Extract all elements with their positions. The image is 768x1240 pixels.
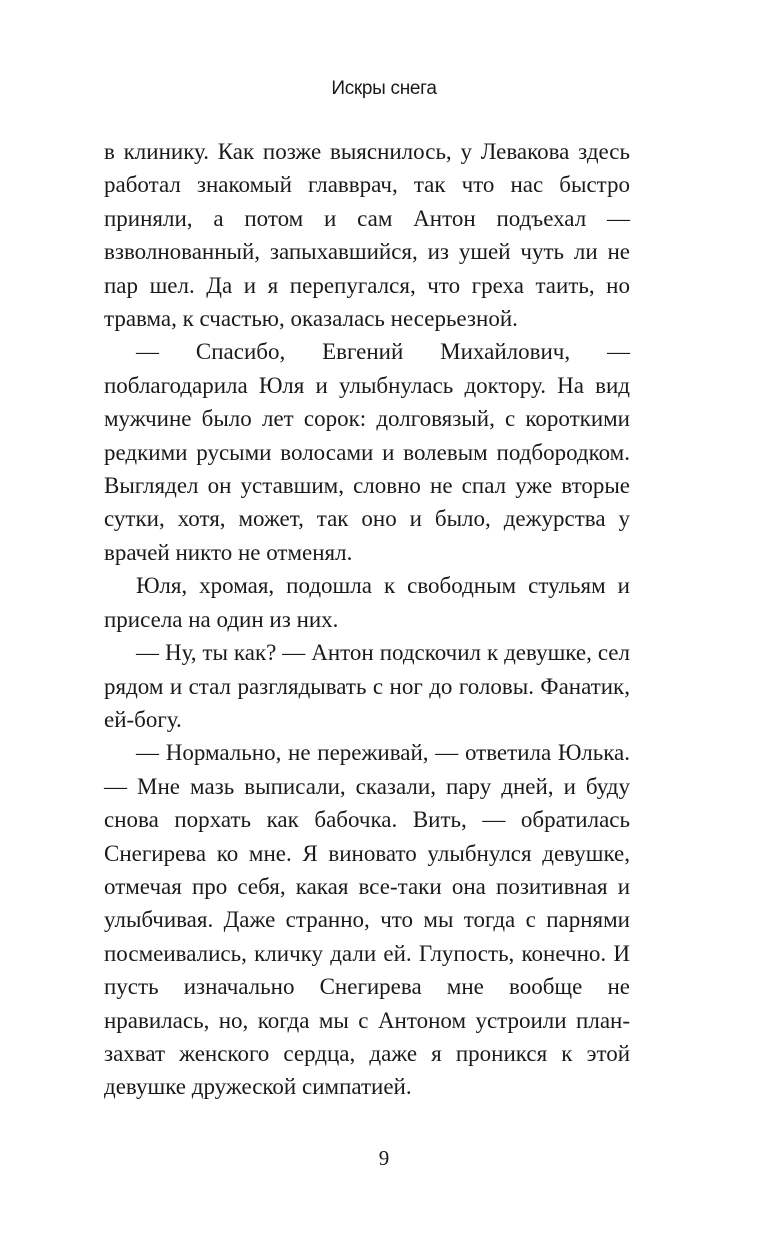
paragraph: — Спасибо, Евгений Михайлович, — поблагодарила Юля и улыбнулась доктору. На вид мужчине было лет сорок: долговязый, с короткими редкими русыми волосами и волевым подбородком. Выглядел он уставшим, словно не спал уже вторые сутки, хотя, может, так оно и было, дежурства у врачей никто не отменял. — [104, 339, 630, 565]
paragraph: Юля, хромая, подошла к свободным стульям и присела на один из них. — [104, 573, 630, 632]
running-head: Искры снега — [331, 78, 437, 99]
paragraph: — Ну, ты как? — Антон подскочил к девушке, сел рядом и стал разглядывать с ног до головы. Фанатик, ей-богу. — [104, 640, 630, 732]
paragraph: — Нормально, не переживай, — ответила Юлька. — Мне мазь выписали, сказали, пару дней, и буду снова порхать как бабочка. Вить, — обратилась Снегирева ко мне. Я виновато улыбнулся девушке, отмечая про себя, какая все-таки она позитивная и улыбчивая. Даже странно, что мы тогда с парнями посмеивались, кличку дали ей. Глупость, конечно. И пусть изначально Снегирева мне вообще не нравилась, но, когда мы с Антоном устроили план-захват женского сердца, даже я проникся к этой девушке дружеской симпатией. — [104, 740, 630, 1100]
body-text — [104, 135, 630, 1104]
paragraph: в клинику. Как позже выяснилось, у Левакова здесь работал знакомый главврач, так что нас быстро приняли, а потом и сам Антон подъехал — взволнованный, запыхавшийся, из ушей чуть ли не пар шел. Да и я перепугался, что греха таить, но травма, к счастью, оказалась несерьезной. — [104, 139, 630, 332]
page-number: 9 — [378, 1146, 390, 1170]
